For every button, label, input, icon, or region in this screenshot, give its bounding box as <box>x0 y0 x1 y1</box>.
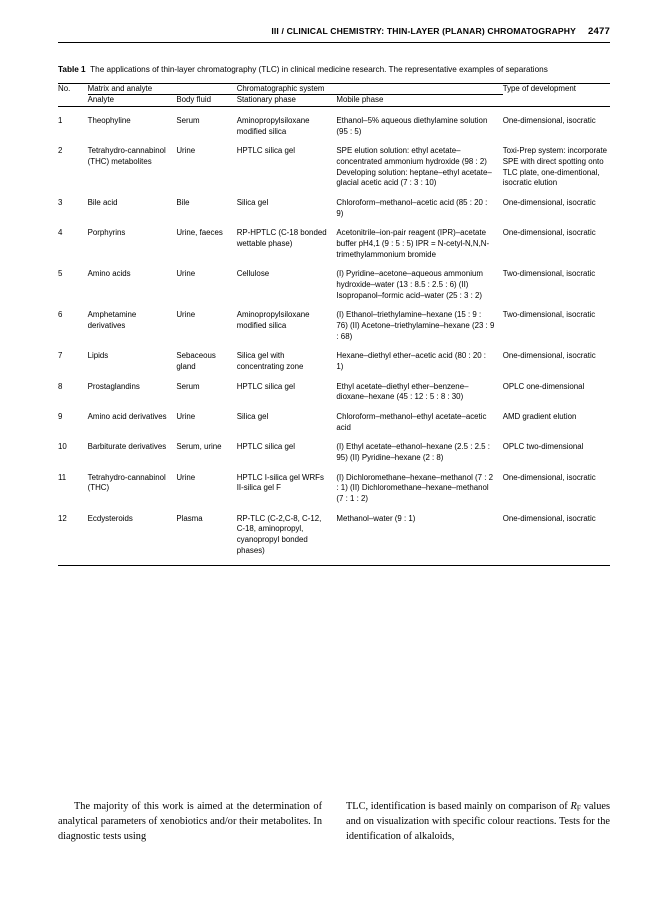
cell-stationary-phase: HPTLC silica gel <box>236 381 296 391</box>
paragraph-right-part2: values and on visualization with specific colour reactions. Tests for the identification of alkaloids, <box>346 801 610 842</box>
cell-development: AMD gradient elution <box>502 412 577 422</box>
cell-stationary-phase: HPTLC I-silica gel WRFs II-silica gel F <box>236 472 324 493</box>
cell-no: 3 <box>58 198 63 208</box>
cell-stationary-phase: Aminopropylsiloxane modified silica <box>237 106 337 137</box>
cell-development: One-dimensional, isocratic <box>502 472 596 482</box>
table-row <box>58 433 610 463</box>
cell-no: 6 <box>58 310 63 320</box>
cell-stationary-phase: HPTLC silica gel <box>236 146 296 156</box>
paragraph-right-part1: TLC, identification is based mainly on comparison of <box>346 801 571 812</box>
rf-symbol: R <box>570 801 577 812</box>
cell-analyte: Amino acid derivatives <box>87 412 167 422</box>
table-row <box>58 137 610 189</box>
cell-body-fluid: Urine <box>176 412 196 422</box>
table-block <box>58 64 610 566</box>
table-row <box>58 106 610 137</box>
cell-stationary-phase: Cellulose <box>236 269 270 279</box>
cell-body-fluid: Urine <box>176 310 196 320</box>
cell-no: 8 <box>58 381 63 391</box>
running-title: III / CLINICAL CHEMISTRY: THIN-LAYER (PLANAR) CHROMATOGRAPHY <box>271 26 577 36</box>
cell-body-fluid: Serum, urine <box>176 442 222 452</box>
cell-analyte: Lipids <box>87 351 109 361</box>
cell-mobile-phase: (I) Pyridine–acetone–aqueous ammonium hydroxide–water (13 : 8.5 : 2.5 : 6) (II) Isopropanol–formic acid–water (25 : 3 : 2) <box>336 269 483 300</box>
cell-no: 1 <box>58 106 88 137</box>
cell-analyte: Ecdysteroids <box>87 513 133 523</box>
rf-subscript: F <box>576 803 581 813</box>
header-body-fluid: Body fluid <box>176 95 236 107</box>
header-matrix-and-analyte: Matrix and analyte <box>88 83 237 95</box>
cell-analyte: Bile acid <box>87 198 118 208</box>
cell-development: Two-dimensional, isocratic <box>502 310 596 320</box>
cell-no: 11 <box>58 472 67 482</box>
cell-mobile-phase: (I) Ethyl acetate–ethanol–hexane (2.5 : 2.5 : 95) (II) Pyridine–hexane (2 : 8) <box>336 442 490 463</box>
paragraph-left: The majority of this work is aimed at the determination of analytical parameters of xenobiotics and/or their metabolites. In diagnostic tests using <box>58 801 322 842</box>
cell-stationary-phase: RP-HPTLC (C-18 bonded wettable phase) <box>236 228 327 249</box>
cell-no: 2 <box>58 146 63 156</box>
cell-mobile-phase: Ethyl acetate–diethyl ether–benzene–dioxane–hexane (45 : 12 : 5 : 8 : 30) <box>336 381 469 402</box>
table-caption-text: The applications of thin-layer chromatography (TLC) in clinical medicine research. The representative examples of separations <box>90 65 548 74</box>
table-head <box>58 83 610 106</box>
cell-stationary-phase: RP-TLC (C-2,C-8, C-12, C-18, aminopropyl, cyanopropyl bonded phases) <box>236 513 322 555</box>
cell-analyte: Tetrahydro-cannabinol (THC) <box>87 472 166 493</box>
cell-no: 4 <box>58 228 63 238</box>
cell-body-fluid: Sebaceous gland <box>176 351 216 372</box>
header-chromatographic-system: Chromatographic system <box>237 83 503 95</box>
cell-stationary-phase: HPTLC silica gel <box>236 442 296 452</box>
body-text <box>58 800 610 844</box>
cell-stationary-phase: Silica gel <box>236 412 269 422</box>
cell-mobile-phase: Ethanol–5% aqueous diethylamine solution (95 : 5) <box>336 106 502 137</box>
cell-analyte: Theophyline <box>88 106 177 137</box>
running-head <box>58 26 610 37</box>
header-mobile-phase: Mobile phase <box>336 95 502 107</box>
table-row <box>58 505 610 557</box>
page-number: 2477 <box>588 26 610 37</box>
table-row <box>58 260 610 301</box>
cell-body-fluid: Urine <box>176 269 196 279</box>
cell-mobile-phase: SPE elution solution: ethyl acetate–concentrated ammonium hydroxide (98 : 2) Developing solution: heptane–ethyl acetate–glacial acetic acid (7 : 3 : 10) <box>336 146 492 188</box>
cell-body-fluid: Serum <box>176 106 236 137</box>
cell-stationary-phase: Silica gel <box>236 198 269 208</box>
header-sub-spacer-2 <box>503 95 610 107</box>
cell-mobile-phase: Methanol–water (9 : 1) <box>336 513 416 523</box>
cell-mobile-phase: Chloroform–methanol–ethyl acetate–acetic acid <box>336 412 487 432</box>
paragraph-right <box>346 800 610 844</box>
cell-development: One-dimensional, isocratic <box>502 351 596 361</box>
cell-mobile-phase: Acetonitrile–ion-pair reagent (IPR)–acetate buffer pH4,1 (9 : 5 : 5) IPR = N-cetyl-N,N,N-trimethylammonium bromide <box>336 228 490 259</box>
cell-analyte: Amino acids <box>87 269 131 279</box>
cell-analyte: Barbiturate derivatives <box>87 442 167 452</box>
header-row-top <box>58 83 610 95</box>
cell-mobile-phase: (I) Ethanol–triethylamine–hexane (15 : 9 : 76) (II) Acetone–triethylamine–hexane (23 : 9 : 68) <box>336 310 495 341</box>
body-column-left <box>58 800 322 844</box>
cell-body-fluid: Urine <box>176 146 196 156</box>
cell-analyte: Prostaglandins <box>87 381 140 391</box>
body-column-right <box>346 800 610 844</box>
cell-development: OPLC one-dimensional <box>502 381 585 391</box>
table-row <box>58 403 610 433</box>
cell-analyte: Porphyrins <box>87 228 126 238</box>
table-body <box>58 106 610 566</box>
header-no: No. <box>58 83 88 95</box>
cell-body-fluid: Urine <box>176 472 196 482</box>
header-row-sub <box>58 95 610 107</box>
table-row <box>58 301 610 342</box>
table-bottom-rule <box>58 556 610 566</box>
cell-mobile-phase: Hexane–diethyl ether–acetic acid (80 : 20 : 1) <box>336 351 486 372</box>
cell-development: Toxi-Prep system: incorporate SPE with direct spotting onto TLC plate, one-dimentional, isocratic elution <box>502 146 608 188</box>
cell-development: Two-dimensional, isocratic <box>502 269 596 279</box>
cell-stationary-phase: Aminopropylsiloxane modified silica <box>236 310 310 331</box>
cell-no: 10 <box>58 442 67 452</box>
header-sub-spacer <box>58 95 88 107</box>
table-row <box>58 373 610 403</box>
cell-mobile-phase: Chloroform–methanol–acetic acid (85 : 20 : 9) <box>336 198 488 218</box>
cell-no: 12 <box>58 513 67 523</box>
header-analyte: Analyte <box>88 95 177 107</box>
cell-development: OPLC two-dimensional <box>502 442 584 452</box>
cell-analyte: Amphetamine derivatives <box>87 310 137 331</box>
cell-mobile-phase: (I) Dichloromethane–hexane–methanol (7 : 2 : 1) (II) Dichloromethane–hexane–methanol (7 : 1 : 2) <box>336 472 494 504</box>
table-row <box>58 464 610 505</box>
table-row <box>58 219 610 260</box>
cell-development: One-dimensional, isocratic <box>502 228 596 238</box>
cell-body-fluid: Plasma <box>176 513 203 523</box>
header-divider <box>58 42 610 43</box>
cell-stationary-phase: Silica gel with concentrating zone <box>236 351 304 372</box>
cell-no: 9 <box>58 412 63 422</box>
header-stationary-phase: Stationary phase <box>237 95 337 107</box>
header-type-of-development: Type of development <box>503 83 610 95</box>
tlc-applications-table <box>58 83 610 567</box>
table-row <box>58 189 610 219</box>
cell-no: 7 <box>58 351 63 361</box>
cell-development: One-dimensional, isocratic <box>502 198 596 208</box>
cell-development: One-dimensional, isocratic <box>503 106 610 137</box>
cell-body-fluid: Urine, faeces <box>176 228 223 238</box>
table-label: Table 1 <box>58 65 86 74</box>
table-caption <box>58 64 610 76</box>
cell-analyte: Tetrahydro-cannabinol (THC) metabolites <box>87 146 166 166</box>
table-row <box>58 342 610 372</box>
cell-no: 5 <box>58 269 63 279</box>
cell-body-fluid: Serum <box>176 381 200 391</box>
cell-development: One-dimensional, isocratic <box>502 513 596 523</box>
cell-body-fluid: Bile <box>176 198 190 208</box>
